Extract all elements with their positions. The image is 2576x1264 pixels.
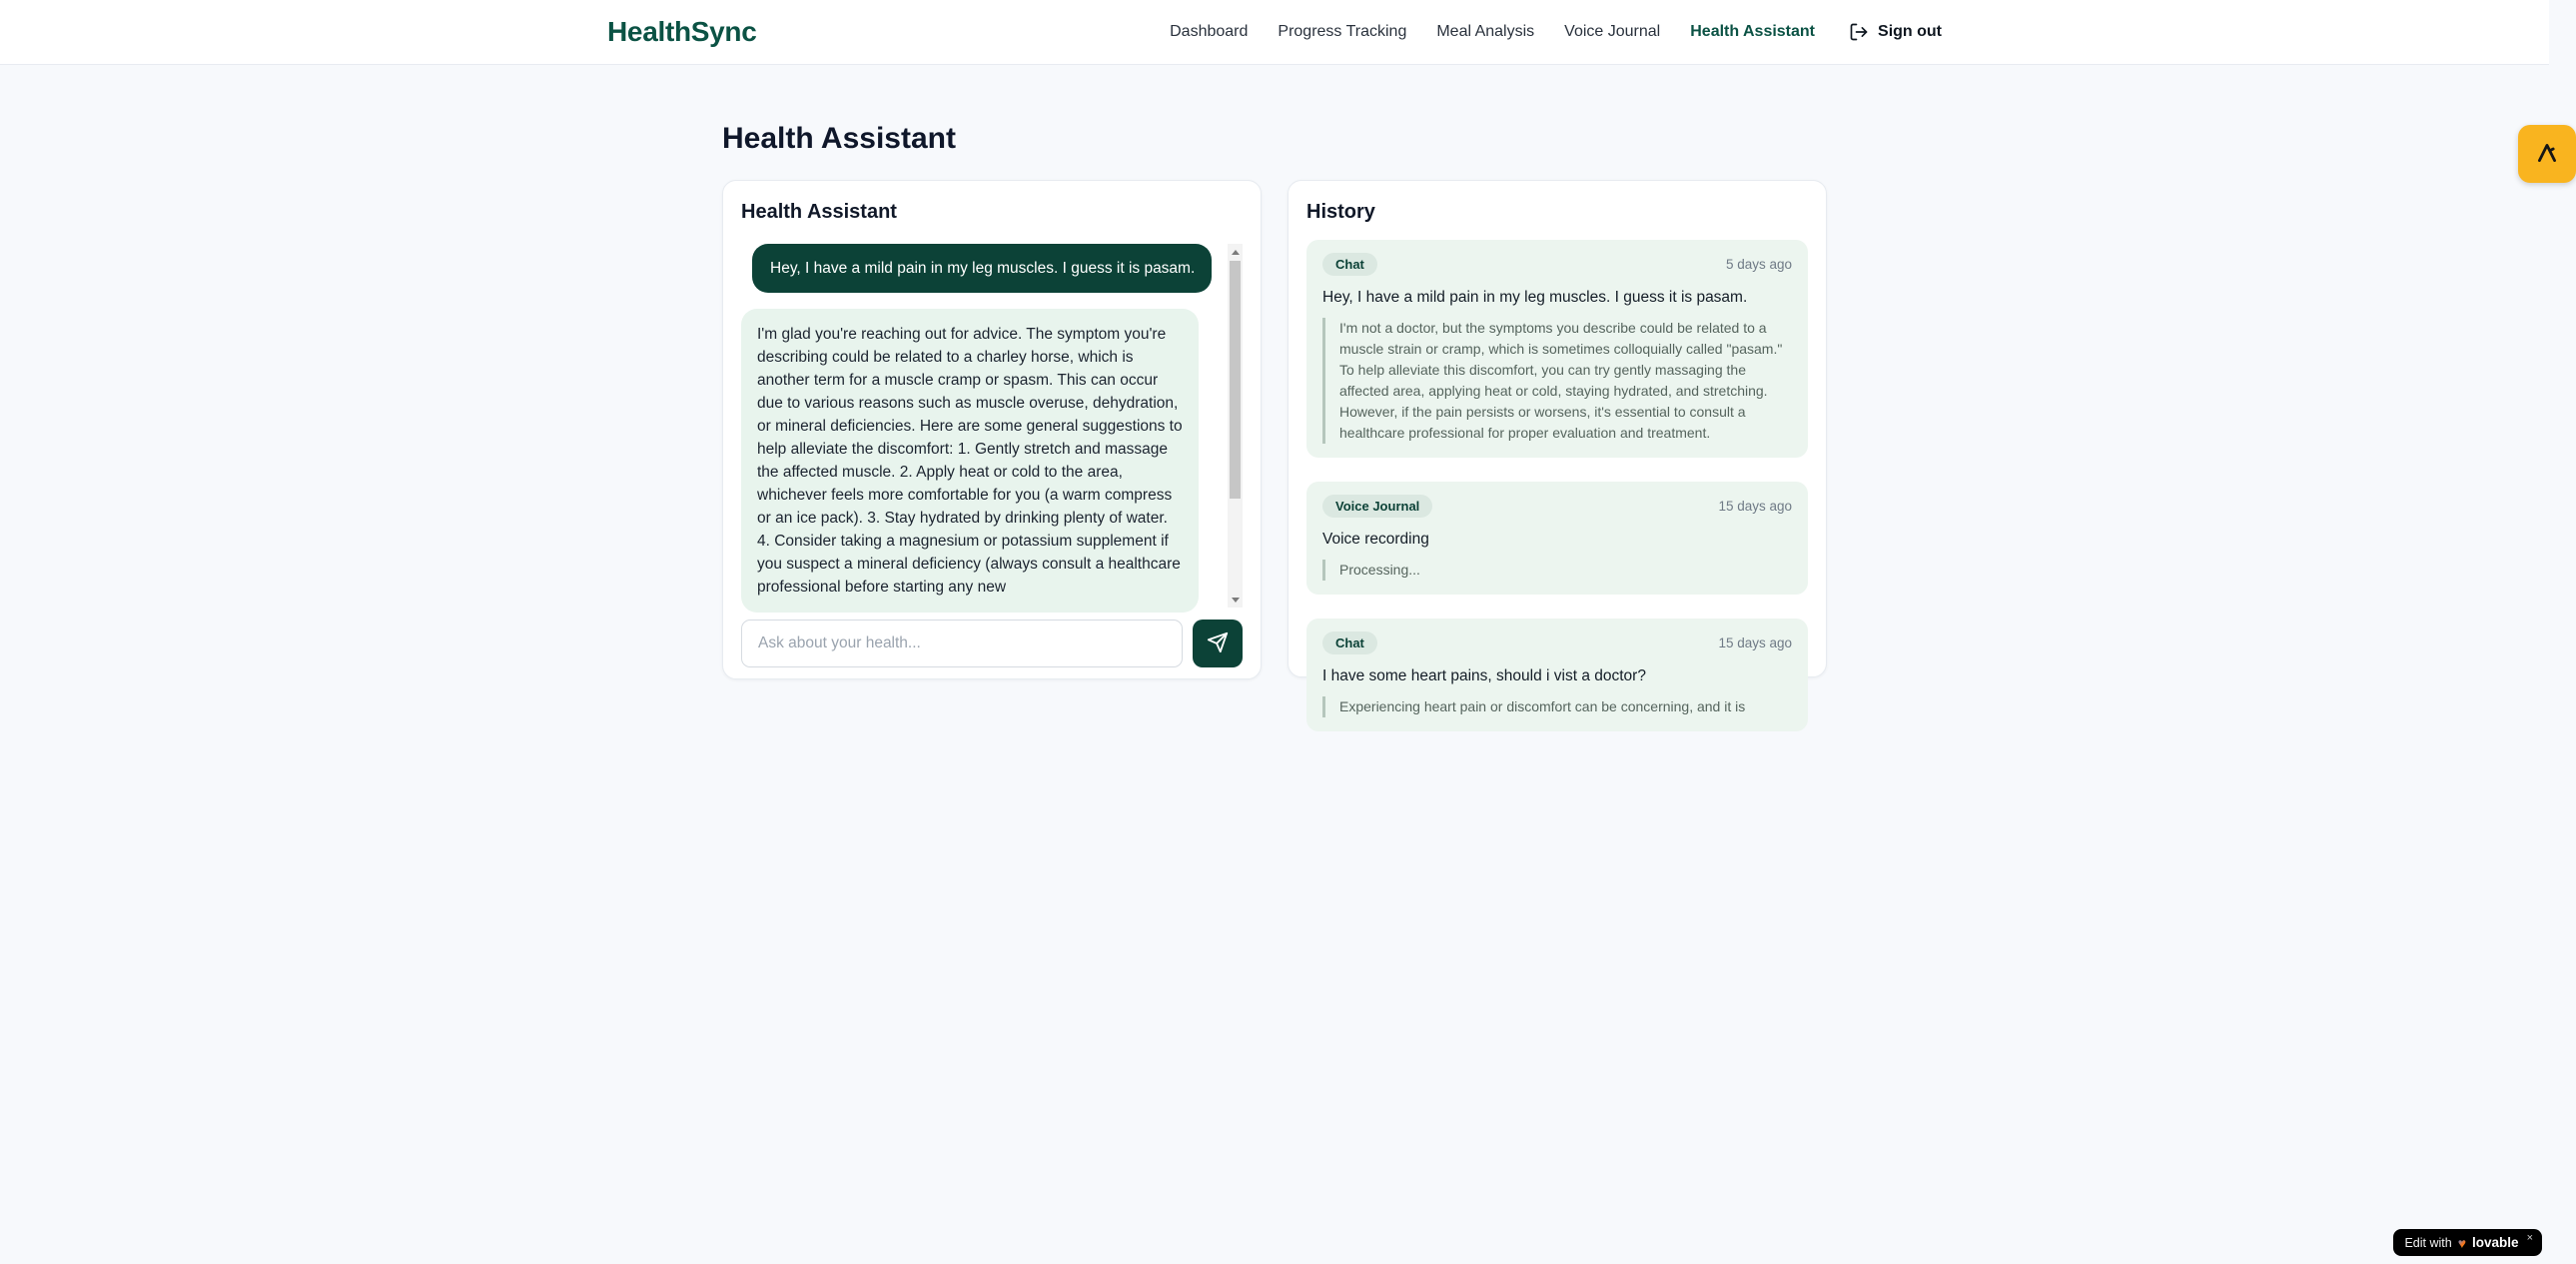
entry-message: I have some heart pains, should i vist a doctor? bbox=[1322, 667, 1646, 684]
history-list bbox=[1306, 240, 1808, 714]
history-card bbox=[1288, 180, 1827, 714]
entry-timestamp: 15 days ago bbox=[1718, 499, 1792, 514]
nav-item-meal-analysis[interactable]: Meal Analysis bbox=[1436, 23, 1535, 40]
edit-badge-brand: lovable bbox=[2472, 1235, 2519, 1250]
chat-input[interactable] bbox=[741, 620, 1183, 667]
sign-out-label: Sign out bbox=[1878, 23, 1942, 40]
nav-item-health-assistant[interactable]: Health Assistant bbox=[1690, 23, 1816, 40]
lovable-floating-button[interactable] bbox=[2518, 125, 2576, 183]
health-assistant-card bbox=[722, 180, 1262, 679]
chat-scrollbar[interactable] bbox=[1228, 244, 1243, 608]
nav-item-progress-tracking[interactable]: Progress Tracking bbox=[1278, 23, 1407, 40]
entry-type-badge: Voice Journal bbox=[1322, 495, 1432, 518]
paper-plane-icon bbox=[1207, 632, 1229, 656]
entry-response: Processing... bbox=[1322, 560, 1792, 581]
scrollbar-down-icon[interactable] bbox=[1228, 592, 1243, 608]
nav-item-voice-journal[interactable]: Voice Journal bbox=[1564, 23, 1661, 40]
scrollbar-up-icon[interactable] bbox=[1228, 244, 1243, 260]
chat-message-area bbox=[741, 244, 1243, 608]
history-entry[interactable] bbox=[1306, 482, 1808, 595]
edit-badge-prefix: Edit with bbox=[2404, 1235, 2452, 1250]
scrollbar-thumb[interactable] bbox=[1230, 261, 1241, 499]
top-nav-bar bbox=[0, 0, 2549, 65]
entry-response: I'm not a doctor, but the symptoms you describe could be related to a muscle strain or cramp, which is sometimes colloquially called "pasam." To help alleviate this discomfort, you can try gently massaging the affected area, applying heat or cold, staying hydrated, and stretching. However, if the pain persists or worsens, it's essential to consult a healthcare professional for proper evaluation and treatment. bbox=[1322, 318, 1792, 444]
main-nav bbox=[1170, 22, 1942, 42]
chat-message-user: Hey, I have a mild pain in my leg muscles. I guess it is pasam. bbox=[752, 244, 1212, 293]
page-title: Health Assistant bbox=[722, 122, 956, 155]
close-icon[interactable]: × bbox=[2526, 1231, 2533, 1244]
entry-type-badge: Chat bbox=[1322, 632, 1377, 654]
heart-icon: ♥ bbox=[2457, 1234, 2467, 1251]
lovable-logo-icon bbox=[2534, 140, 2560, 169]
entry-message: Hey, I have a mild pain in my leg muscles. I guess it is pasam. bbox=[1322, 289, 1748, 306]
nav-item-dashboard[interactable]: Dashboard bbox=[1170, 23, 1249, 40]
entry-response: Experiencing heart pain or discomfort can be concerning, and it is bbox=[1322, 696, 1792, 717]
main-content bbox=[722, 0, 1827, 714]
entry-type-badge: Chat bbox=[1322, 253, 1377, 276]
history-entry[interactable] bbox=[1306, 619, 1808, 731]
edit-with-lovable-badge[interactable] bbox=[2393, 1229, 2542, 1256]
send-button[interactable] bbox=[1193, 620, 1243, 667]
logout-icon bbox=[1849, 22, 1869, 42]
app-logo[interactable]: HealthSync bbox=[607, 16, 757, 47]
history-card-title: History bbox=[1306, 201, 1375, 223]
entry-timestamp: 5 days ago bbox=[1725, 257, 1792, 272]
history-entry[interactable] bbox=[1306, 240, 1808, 458]
chat-message-assistant: I'm glad you're reaching out for advice. The symptom you're describing could be related to a charley horse, which is another term for a muscle cramp or spasm. This can occur due to various reasons such as muscle overuse, dehydration, or mineral deficiencies. Here are some general suggestions to help alleviate the discomfort: 1. Gently stretch and massage the affected muscle. 2. Apply heat or cold to the area, whichever feels more comfortable for you (a warm compress or an ice pack). 3. Stay hydrated by drinking plenty of water. 4. Consider taking a magnesium or potassium supplement if you suspect a mineral deficiency (always consult a healthcare professional before starting any new bbox=[741, 309, 1199, 613]
entry-message: Voice recording bbox=[1322, 531, 1429, 548]
chat-card-title: Health Assistant bbox=[741, 201, 897, 223]
sign-out-button[interactable] bbox=[1849, 22, 1942, 42]
entry-timestamp: 15 days ago bbox=[1718, 635, 1792, 650]
